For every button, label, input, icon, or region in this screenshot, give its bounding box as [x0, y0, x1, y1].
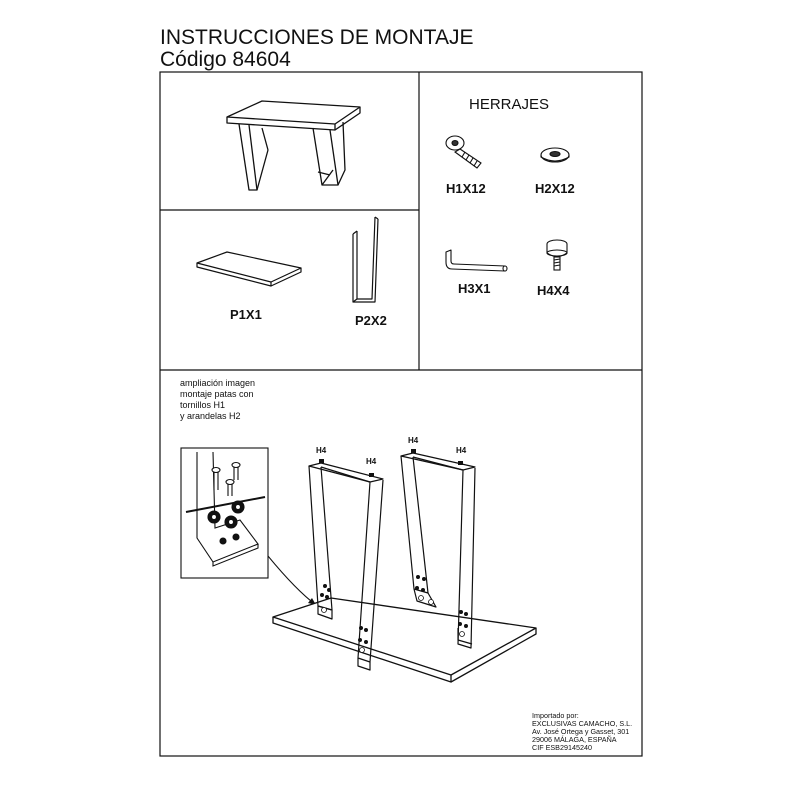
- assembled-table-icon: [227, 101, 360, 190]
- note-line: y arandelas H2: [180, 411, 241, 421]
- detail-inset: [181, 448, 268, 578]
- callout-h4: H4: [316, 446, 327, 455]
- hardware-label-h2: H2X12: [535, 181, 575, 196]
- hardware-label-h1: H1X12: [446, 181, 486, 196]
- foot-glide-icon: [547, 240, 567, 270]
- hardware-heading: HERRAJES: [469, 96, 550, 113]
- hardware-label-h3: H3X1: [458, 281, 491, 296]
- page-title: INSTRUCCIONES DE MONTAJE: [160, 26, 474, 49]
- tabletop-icon: [197, 252, 301, 286]
- importer-info: [532, 712, 632, 752]
- callout-h4: H4: [408, 436, 419, 445]
- part-label-p2: P2X2: [355, 313, 387, 328]
- product-code: Código 84604: [160, 48, 291, 71]
- screw-icon: [446, 136, 481, 168]
- washer-icon: [541, 148, 569, 162]
- note-line: ampliación imagen: [180, 378, 256, 388]
- leader-arrow: [268, 556, 316, 605]
- callout-h4: H4: [456, 446, 467, 455]
- assembly-tabletop: [273, 598, 536, 682]
- foot-glide-icon: [319, 459, 324, 463]
- part-label-p1: P1X1: [230, 307, 262, 322]
- foot-glide-icon: [458, 461, 463, 465]
- foot-glide-icon: [411, 449, 416, 453]
- callout-h4: H4: [366, 457, 377, 466]
- importer-line: CIF ESB29145240: [532, 743, 592, 752]
- importer-line: EXCLUSIVAS CAMACHO, S.L.: [532, 719, 633, 728]
- note-line: montaje patas con: [180, 389, 254, 399]
- assembly-note: [180, 378, 255, 422]
- importer-line: Importado por:: [532, 711, 579, 720]
- importer-line: Av. José Ortega y Gasset, 301: [532, 727, 630, 736]
- detail-frame: [181, 448, 268, 578]
- allen-key-icon: [446, 250, 507, 271]
- foot-glide-icon: [369, 473, 374, 477]
- note-line: tornillos H1: [180, 400, 226, 410]
- hardware-label-h4: H4X4: [537, 283, 570, 298]
- importer-line: 29006 MÁLAGA, ESPAÑA: [532, 735, 617, 744]
- leg-frame-icon: [353, 217, 378, 302]
